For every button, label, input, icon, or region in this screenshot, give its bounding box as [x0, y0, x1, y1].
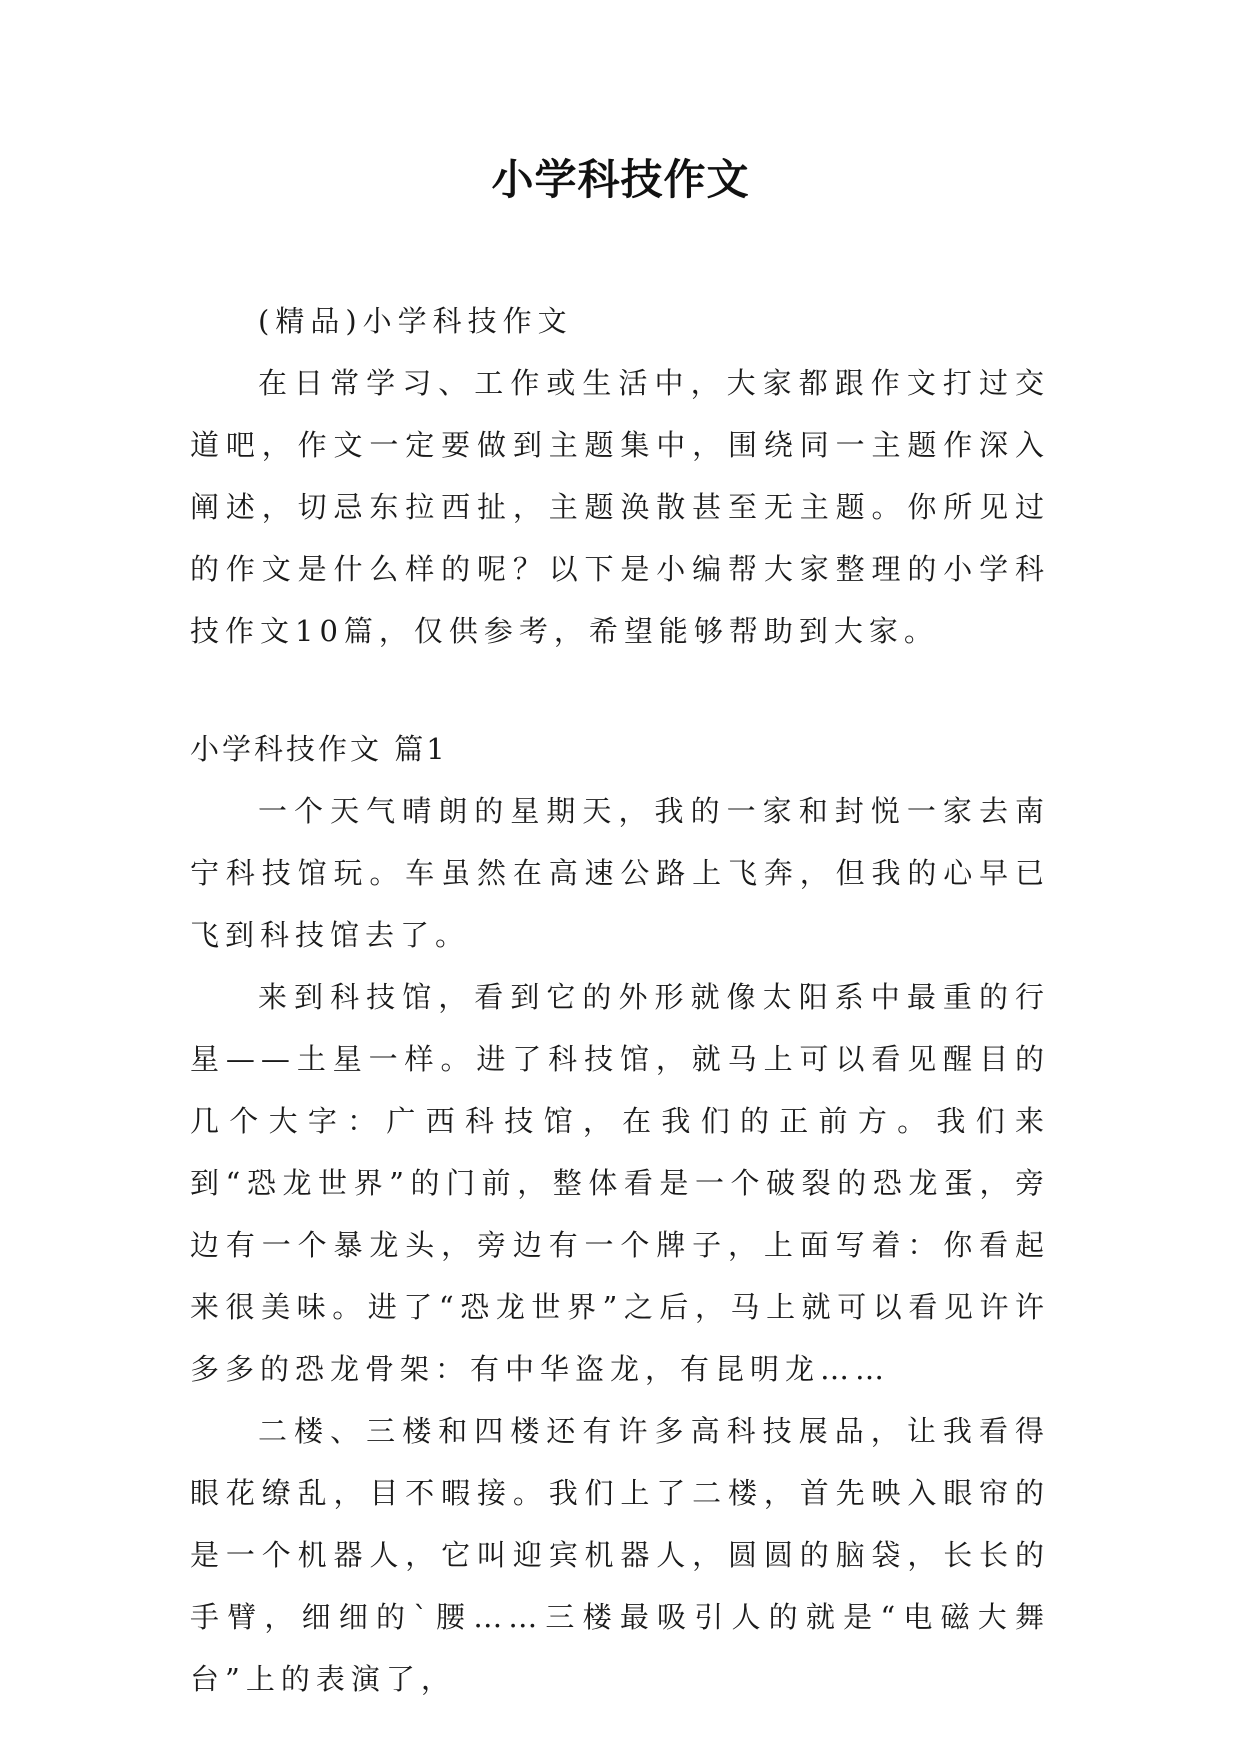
document-body	[190, 290, 1050, 1710]
document-title: 小学科技作文	[491, 155, 750, 204]
section-heading: 小学科技作文 篇1	[190, 732, 448, 766]
body-paragraph: 二楼、三楼和四楼还有许多高科技展品，让我看得眼花缭乱，目不暇接。我们上了二楼，首先映入眼帘的是一个机器人，它叫迎宾机器人，圆圆的脑袋，长长的手臂，细细的`腰……三楼最吸引人的就是“电磁大舞台”上的表演了，	[190, 1414, 1050, 1696]
body-paragraph: 一个天气晴朗的星期天，我的一家和封悦一家去南宁科技馆玩。车虽然在高速公路上飞奔，但我的心早已飞到科技馆去了。	[190, 794, 1050, 952]
body-paragraph: 来到科技馆，看到它的外形就像太阳系中最重的行星——土星一样。进了科技馆，就马上可以看见醒目的几个大字：广西科技馆，在我们的正前方。我们来到“恐龙世界”的门前，整体看是一个破裂的恐龙蛋，旁边有一个暴龙头，旁边有一个牌子，上面写着：你看起来很美味。进了“恐龙世界”之后，马上就可以看见许许多多的恐龙骨架：有中华盗龙，有昆明龙……	[190, 980, 1050, 1386]
intro-paragraph: 在日常学习、工作或生活中，大家都跟作文打过交道吧，作文一定要做到主题集中，围绕同一主题作深入阐述，切忌东拉西扯，主题涣散甚至无主题。你所见过的作文是什么样的呢？以下是小编帮大家整理的小学科技作文10篇，仅供参考，希望能够帮助到大家。	[190, 366, 1050, 648]
document-subtitle: (精品)小学科技作文	[258, 304, 573, 338]
